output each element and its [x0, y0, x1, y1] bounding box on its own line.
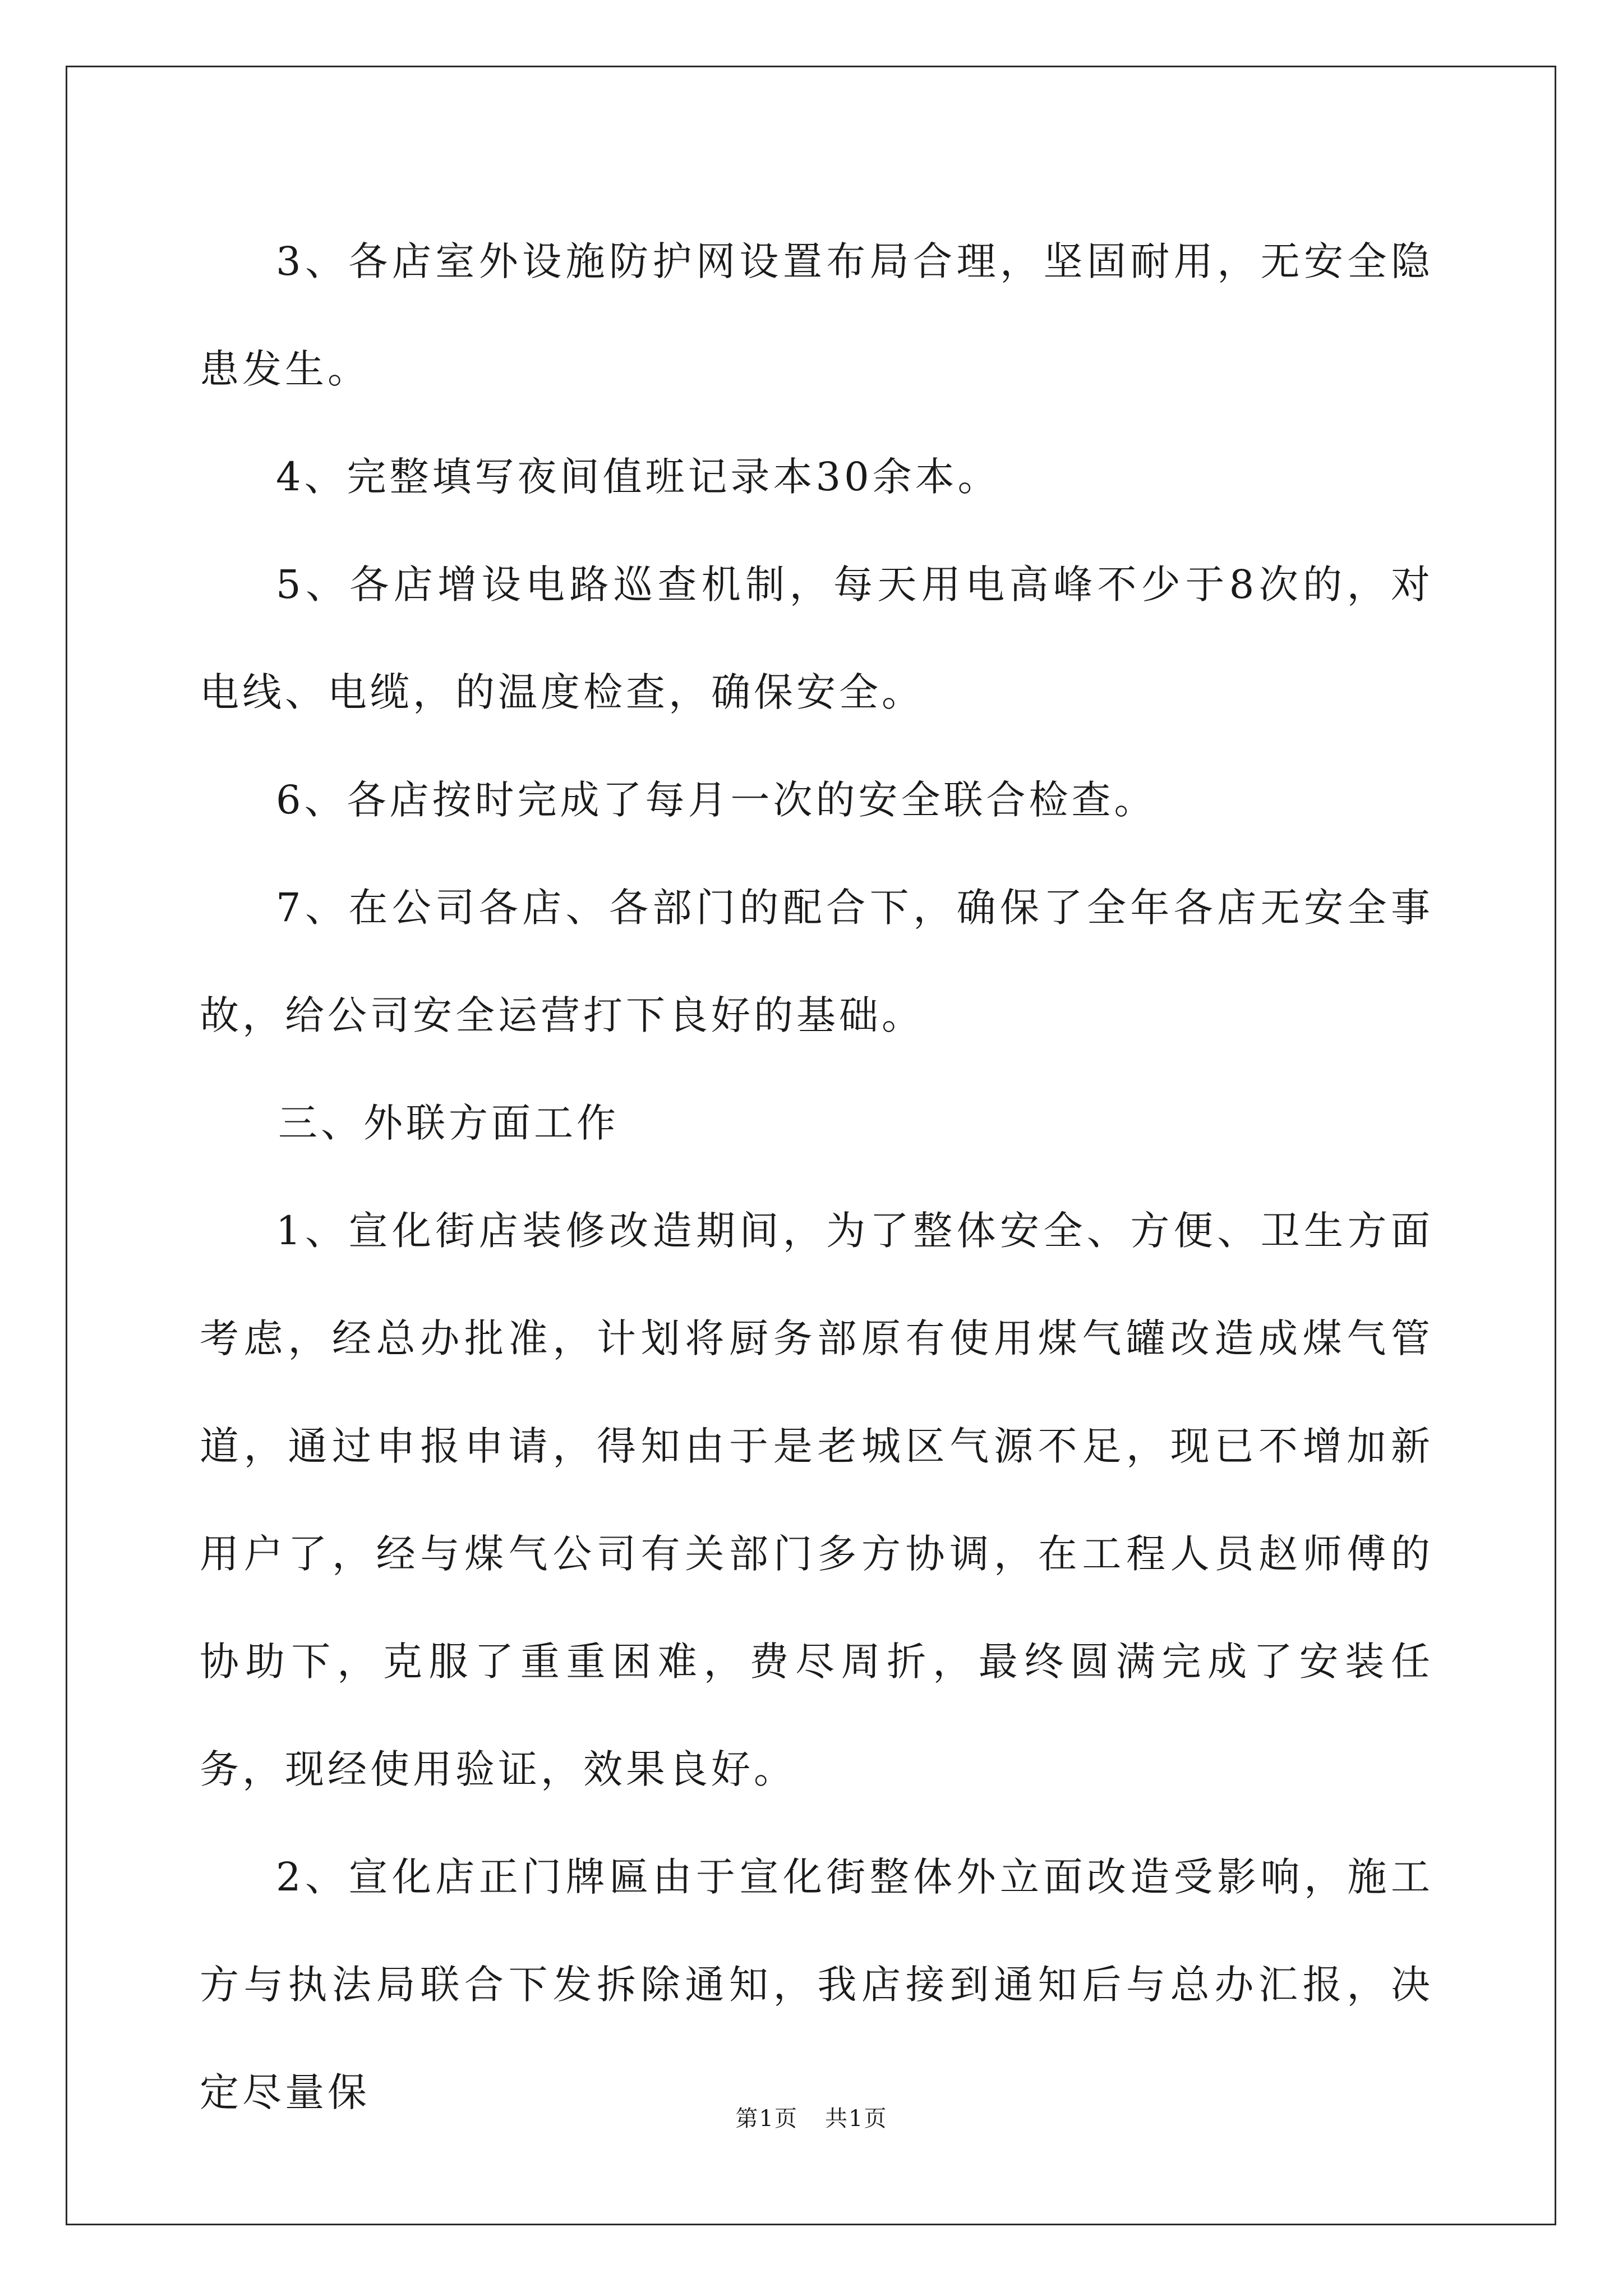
page-footer	[0, 2101, 1623, 2133]
page-number: 第1页	[735, 2106, 798, 2132]
paragraph-external-1: 1、宣化街店装修改造期间，为了整体安全、方便、卫生方面考虑，经总办批准，计划将厨务部原有使用煤气罐改造成煤气管道，通过申报申请，得知由于是老城区气源不足，现已不增加新用户了，经与煤气公司有关部门多方协调，在工程人员赵师傅的协助下，克服了重重困难，费尽周折，最终圆满完成了安装任务，现经使用验证，效果良好。	[200, 1208, 1433, 1792]
paragraph-item-3: 3、各店室外设施防护网设置布局合理，坚固耐用，无安全隐患发生。	[200, 238, 1433, 392]
paragraph-item-6: 6、各店按时完成了每月一次的安全联合检查。	[276, 777, 1157, 823]
paragraph-item-5: 5、各店增设电路巡查机制，每天用电高峰不少于8次的，对电线、电缆，的温度检查，确保安全。	[200, 562, 1433, 715]
section-heading-external-relations: 三、外联方面工作	[278, 1100, 619, 1146]
document-body	[200, 208, 1433, 2146]
page-total: 共1页	[825, 2106, 888, 2132]
paragraph-item-4: 4、完整填写夜间值班记录本30余本。	[276, 454, 1000, 500]
paragraph-external-2: 2、宣化店正门牌匾由于宣化街整体外立面改造受影响，施工方与执法局联合下发拆除通知，我店接到通知后与总办汇报，决定尽量保	[200, 1854, 1433, 2115]
paragraph-item-7: 7、在公司各店、各部门的配合下，确保了全年各店无安全事故，给公司安全运营打下良好的基础。	[200, 885, 1433, 1038]
